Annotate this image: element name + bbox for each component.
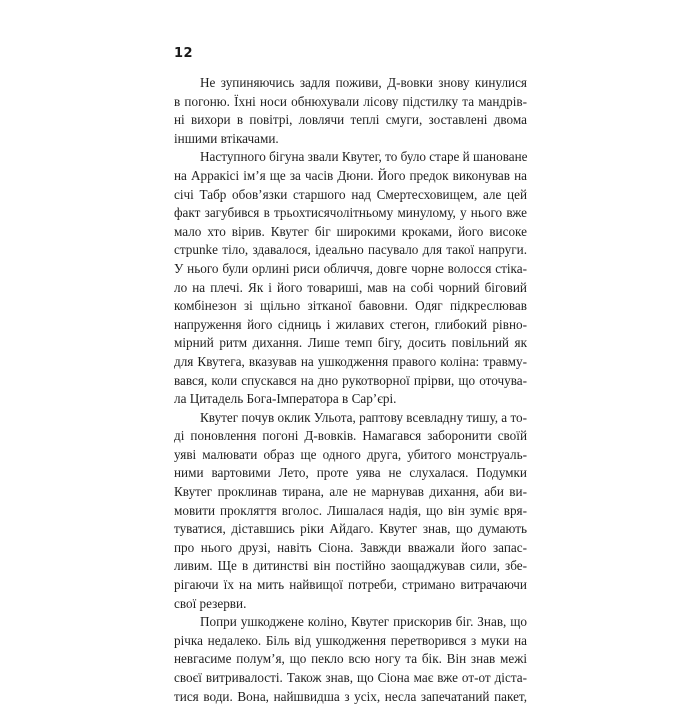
text-line: ливим. Ще в дитинстві він постійно заощаджував сили, збе- [174, 558, 527, 574]
text-line: для Квутега, вказував на ушкодження правого коліна: травму- [174, 353, 527, 369]
text-line: про нього друзі, навіть Сіона. Завжди вважали його запас- [174, 539, 527, 555]
text-line: свої резерви. [174, 595, 247, 611]
text-line: уяві малювати образ ще одного друга, убитого монструаль- [174, 446, 527, 462]
text-line: ними вартовими Лето, проте уява не слухалася. Подумки [174, 465, 527, 481]
text-line: ла Цитадель Бога-Імператора в Сар’єрі. [174, 391, 397, 407]
paragraph [174, 148, 527, 408]
text-line: туватися, діставшись ріки Айдаго. Квутег знав, що думають [174, 521, 527, 537]
text-line: ні вихори в повітрі, ловлячи теплі смуги, зоставлені двома [174, 112, 527, 128]
text-line: тися води. Вона, найшвидша з усіх, несла запечатаний пакет, [174, 688, 527, 704]
paragraph [174, 409, 527, 614]
text-line: комбінезон зі щільно зітканої бавовни. Одяг підкреслював [174, 298, 527, 314]
text-line: Наступного бігуна звали Квутег, то було старе й шановане [200, 149, 528, 165]
text-line: Попри ушкоджене коліно, Квутег прискорив біг. Знав, що [200, 614, 527, 630]
text-line: річка недалеко. Біль від ушкодження перетворився з муки на [174, 632, 527, 648]
text-line: рігаючи їх на мить найвищої потреби, стримано витрачаючи [174, 577, 527, 593]
paragraph [174, 74, 527, 148]
text-line: вався, коли спускався на дно рукотворної прірви, що оточува- [174, 372, 527, 388]
text-line: в погоню. Їхні носи обнюхували лісову підстилку та мандрів- [174, 93, 527, 109]
text-line: мовити прокляття вголос. Лишалася надія, що він зуміє вря- [174, 502, 527, 518]
text-line: напруження його сідниць і жилавих стегон, глибокий рівно- [174, 316, 527, 332]
text-line: Квутег проклинав тирана, але не марнував дихання, аби ви- [174, 484, 527, 500]
text-line: ло на плечі. Як і його товариші, мав на собі чорний біговий [174, 279, 527, 295]
text-line: мало хто вірив. Квутег біг широкими кроками, його високе [174, 223, 527, 239]
text-line: ді поновлення погоні Д-вовків. Намагався заборонити своїй [174, 428, 527, 444]
paragraph [174, 613, 527, 706]
text-line: стрunke тіло, здавалося, ідеально пасувало для такої напруги. [174, 242, 527, 258]
text-line: на Арракісі ім’я ще за часів Дюни. Його предок виконував на [174, 167, 527, 183]
body-text [174, 74, 527, 706]
text-line: січі Табр обов’язки старшого над Смертесховищем, але цей [174, 186, 527, 202]
text-line: Квутег почув оклик Ульота, раптову всевладну тишу, а то- [200, 409, 528, 425]
page-number: 12 [174, 46, 194, 61]
text-line: своєї витривалості. Також знав, що Сіона має вже от-от діста- [174, 670, 527, 685]
text-line: У нього були орлині риси обличчя, довге чорне волосся стіка- [174, 260, 527, 276]
text-line: невгасиме полум’я, що пекло всю ногу та бік. Він знав межі [174, 651, 527, 667]
text-line: мірний ритм дихання. Лише темп бігу, досить повільний як [174, 335, 527, 351]
text-line: Не зупиняючись задля поживи, Д-вовки знову кинулися [200, 75, 527, 90]
text-line: іншими втікачами. [174, 130, 279, 146]
text-line: факт загубився в трьохтисячолітньому минулому, у нього вже [174, 205, 527, 221]
